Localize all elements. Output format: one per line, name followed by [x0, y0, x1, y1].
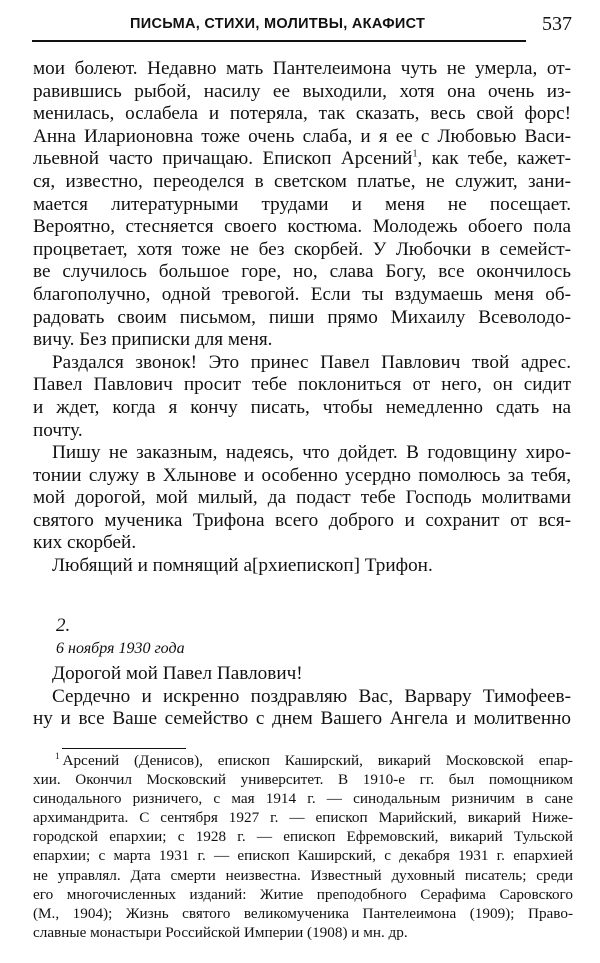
running-title: ПИСЬМА, СТИХИ, МОЛИТВЫ, АКАФИСТ — [130, 16, 426, 32]
text-line: ся, известно, переоделся в светском платье, не служит, зани- — [33, 170, 571, 192]
text-line: Сердечно и искренно поздравляю Вас, Варвару Тимофеев- — [52, 685, 571, 707]
text-line: мой дорогой, мой милый, да подаст тебе Господь молитвами — [33, 487, 571, 509]
footnote — [33, 751, 573, 942]
text-line: Пишу не заказным, надеясь, что дойдет. В годовщину хиро- — [52, 442, 571, 464]
text-line: равившись рыбой, насилу ее выходили, хотя она очень из- — [33, 80, 571, 102]
letter-2-text — [33, 663, 571, 731]
text-line: радовать своим письмом, пиши прямо Михаилу Всеволодо- — [33, 306, 571, 328]
footnote-line: синодального ризничего, с мая 1914 г. — синодальным ризничим в сане — [33, 790, 573, 808]
text-line: Павел Павлович просит тебе поклониться от него, он сидит — [33, 374, 571, 396]
text-line: ве случилось большое горе, но, слава Богу, все окончилось — [33, 261, 571, 283]
text-line: тонии служу в Хлынове и особенно усердно помолюсь за тебя, — [33, 464, 571, 486]
footnote-line: не управлял. Дата смерти неизвестна. Известный духовный писатель; среди — [33, 866, 573, 884]
text-fragment: льевной часто причащаю. Епископ Арсений — [33, 148, 413, 170]
text-line: Анна Иларионовна тоже очень слаба, и я ее с Любовью Васи- — [33, 125, 571, 147]
letter-1-text — [33, 58, 571, 578]
text-line: мои болеют. Недавно мать Пантелеимона чуть не умерла, от- — [33, 58, 571, 79]
text-line: вичу. Без приписки для меня. — [33, 329, 273, 351]
text-line: процветает, хотя тоже не без скорбей. У Любочки в семейст- — [33, 238, 571, 260]
letter-date: 6 ноября 1930 года — [56, 640, 185, 657]
text-fragment: , как тебе, кажет- — [417, 148, 571, 170]
text-line: мается литературными трудами и меня не посещает. — [33, 193, 571, 215]
page-number: 537 — [542, 13, 572, 35]
salutation-line: Дорогой мой Павел Павлович! — [52, 663, 303, 684]
text-line: Раздался звонок! Это принес Павел Павлович твой адрес. — [52, 351, 571, 373]
footnote-line: его многочисленных изданий: Житие преподобного Серафима Саровского — [33, 885, 573, 903]
text-line: менилась, ослабела и потеряла, так сказать, весь свой форс! — [33, 103, 571, 125]
footnote-line: славные монастыри Российской Империи (1908) и мн. др. — [33, 923, 408, 941]
footnote-line: архимандрита. С сентября 1927 г. — епископ Марийский, викарий Ниже- — [33, 809, 573, 827]
footnote-line — [33, 751, 573, 770]
text-fragment: Арсений (Денисов), епископ Каширский, викарий Московской епар- — [62, 752, 573, 769]
text-line: и ждет, когда я кончу писать, чтобы немедленно сдать на — [33, 396, 571, 418]
footnote-line: городской епархии; с 1928 г. — епископ Ефремовский, викарий Тульской — [33, 828, 573, 846]
text-line: святого мученика Трифона всего доброго и сохранит от вся- — [33, 509, 571, 531]
footnote-marker: 1 — [55, 750, 60, 761]
text-line: ких скорбей. — [33, 532, 137, 554]
page-header — [32, 14, 574, 42]
text-line: почту. — [33, 419, 83, 441]
text-line: ну и все Ваше семейство с днем Вашего Ангела и молитвенно — [33, 708, 571, 730]
footnote-reference[interactable]: 1 — [412, 148, 418, 160]
footnote-line: (М., 1904); Жизнь святого великомученика Пантелеимона (1909); Право- — [33, 904, 573, 922]
footnote-line: хии. Окончил Московский университет. В 1910-е гг. был помощником — [33, 771, 573, 789]
footnote-line: епархии; с марта 1931 г. — епископ Каширский, с декабря 1931 г. епархией — [33, 847, 573, 865]
signature-line: Любящий и помнящий а[рхиепископ] Трифон. — [52, 555, 433, 577]
footnote-rule — [62, 748, 186, 749]
text-line: Вероятно, стесняется своего костюма. Молодежь обоего пола — [33, 216, 571, 238]
text-line: благополучно, одной тревогой. Если ты вздумаешь меня об- — [33, 283, 571, 305]
text-line-with-footnote — [33, 148, 571, 171]
letter-number: 2. — [56, 615, 71, 636]
header-rule — [32, 40, 526, 42]
